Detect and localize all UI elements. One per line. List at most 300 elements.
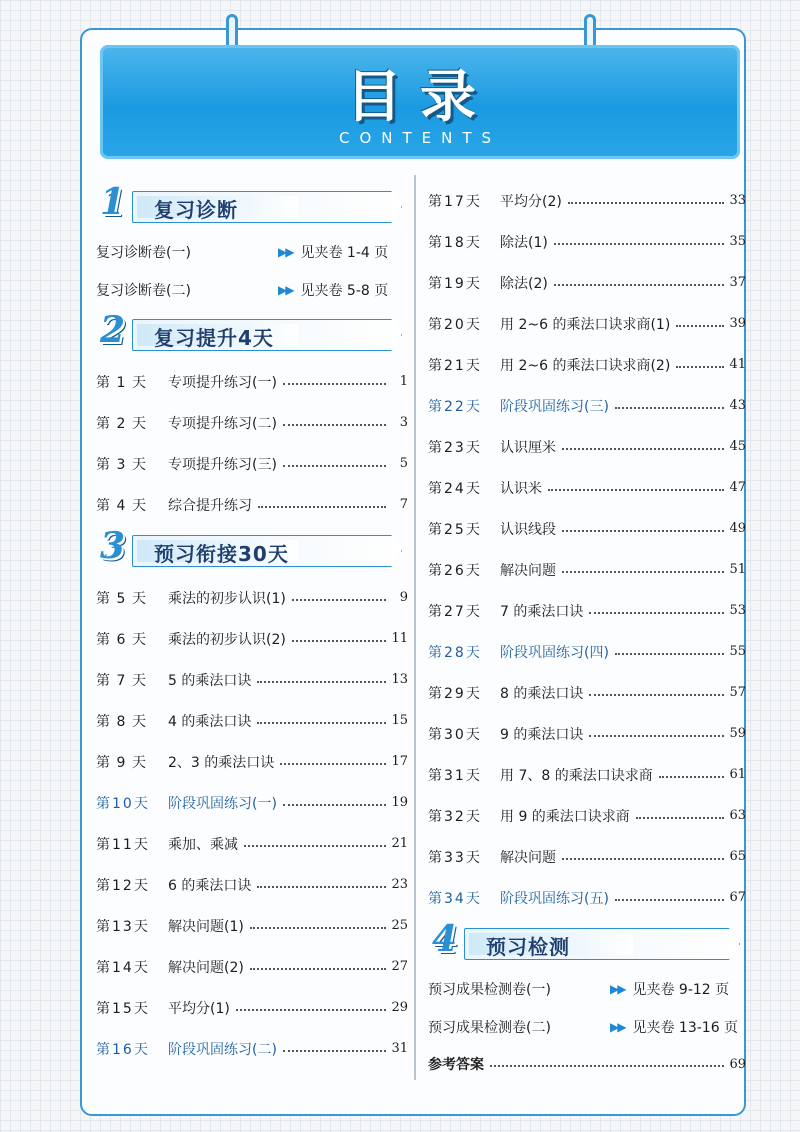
day-suffix: 天 xyxy=(465,521,482,538)
right-column xyxy=(428,180,746,1082)
day-number: 19 xyxy=(444,275,466,292)
day-prefix: 第 xyxy=(96,415,112,432)
entry-title: 解决问题(1) xyxy=(168,918,244,935)
day-prefix: 第 xyxy=(96,1041,112,1058)
toc-entry[interactable] xyxy=(428,344,746,385)
day-label xyxy=(428,478,500,498)
day-number: 5 xyxy=(116,590,128,607)
page-number: 19 xyxy=(391,795,408,810)
day-suffix: 天 xyxy=(465,316,482,333)
day-prefix: 第 xyxy=(428,193,444,210)
day-suffix: 天 xyxy=(132,415,148,432)
day-label xyxy=(96,875,168,895)
leader-dots xyxy=(589,694,724,696)
toc-entry[interactable] xyxy=(96,700,408,741)
day-label xyxy=(96,711,168,731)
day-label xyxy=(428,232,500,252)
toc-entry[interactable] xyxy=(428,221,746,262)
day-label xyxy=(96,998,168,1018)
toc-entry[interactable] xyxy=(428,426,746,467)
entry-title: 用 2~6 的乘法口诀求商(1) xyxy=(500,316,671,333)
page-number: 59 xyxy=(729,726,746,741)
day-number: 25 xyxy=(444,521,466,538)
entry-title: 8 的乘法口诀 xyxy=(500,685,584,702)
day-number: 10 xyxy=(112,795,134,812)
day-prefix: 第 xyxy=(96,672,112,689)
day-number: 1 xyxy=(116,374,128,391)
double-chevron-icon: ▶▶ xyxy=(610,982,625,996)
section-label: 预习检测 xyxy=(486,935,570,959)
ref-title: 预习成果检测卷(二) xyxy=(428,1020,551,1036)
leader-dots xyxy=(283,424,386,426)
day-number: 32 xyxy=(444,808,466,825)
entry-title: 5 的乘法口诀 xyxy=(168,672,252,689)
toc-entry[interactable] xyxy=(96,864,408,905)
toc-entry[interactable] xyxy=(428,467,746,508)
toc-entry[interactable] xyxy=(96,361,408,402)
ref-pages: 见夹卷 1-4 页 xyxy=(300,245,389,261)
page-number: 61 xyxy=(729,767,746,782)
day-label xyxy=(428,642,500,662)
leader-dots xyxy=(615,653,724,655)
day-suffix: 天 xyxy=(132,631,148,648)
day-label xyxy=(96,454,168,474)
day-suffix: 天 xyxy=(132,497,148,514)
toc-entry[interactable] xyxy=(428,508,746,549)
toc-entry[interactable] xyxy=(96,782,408,823)
leader-dots xyxy=(292,640,386,642)
page-number: 51 xyxy=(729,562,746,577)
day-suffix: 天 xyxy=(465,603,482,620)
entry-title: 用 7、8 的乘法口诀求商 xyxy=(500,767,653,784)
page-number: 33 xyxy=(729,193,746,208)
day-number: 23 xyxy=(444,439,466,456)
page-number: 47 xyxy=(729,480,746,495)
day-suffix: 天 xyxy=(465,275,482,292)
ref-pages: 见夹卷 9-12 页 xyxy=(632,982,730,998)
section-label: 预习衔接30天 xyxy=(154,542,289,566)
day-number: 17 xyxy=(444,193,466,210)
day-number: 13 xyxy=(112,918,134,935)
day-label xyxy=(96,834,168,854)
ref-row[interactable] xyxy=(428,970,746,1008)
day-number: 15 xyxy=(112,1000,134,1017)
entry-title: 4 的乘法口诀 xyxy=(168,713,252,730)
leader-dots xyxy=(236,1009,386,1011)
page-number: 45 xyxy=(729,439,746,454)
section-label: 复习诊断 xyxy=(154,198,238,222)
entry-title: 用 2~6 的乘法口诀求商(2) xyxy=(500,357,671,374)
answers-title: 参考答案 xyxy=(428,1057,484,1073)
entry-title: 专项提升练习(二) xyxy=(168,415,277,432)
day-suffix: 天 xyxy=(133,959,150,976)
day-prefix: 第 xyxy=(428,890,444,907)
leader-dots xyxy=(615,899,724,901)
contents-header xyxy=(100,45,740,159)
day-label xyxy=(96,413,168,433)
entry-title: 阶段巩固练习(四) xyxy=(500,644,609,661)
entry-title: 乘加、乘减 xyxy=(168,836,238,853)
day-number: 28 xyxy=(444,644,466,661)
page-number: 23 xyxy=(391,877,408,892)
page-number: 39 xyxy=(729,316,746,331)
section-label: 复习提升4天 xyxy=(154,326,274,350)
page-number: 43 xyxy=(729,398,746,413)
day-suffix: 天 xyxy=(132,590,148,607)
section-banner-1 xyxy=(96,181,408,225)
leader-dots xyxy=(589,735,724,737)
day-number: 22 xyxy=(444,398,466,415)
section-number: 1 xyxy=(100,181,126,223)
day-suffix: 天 xyxy=(465,480,482,497)
column-divider xyxy=(414,175,416,1080)
entry-title: 2、3 的乘法口诀 xyxy=(168,754,275,771)
page-number: 29 xyxy=(391,1000,408,1015)
toc-entry[interactable] xyxy=(428,672,746,713)
day-suffix: 天 xyxy=(133,795,150,812)
page-number: 41 xyxy=(729,357,746,372)
leader-dots xyxy=(562,571,724,573)
day-suffix: 天 xyxy=(465,439,482,456)
day-prefix: 第 xyxy=(96,795,112,812)
toc-entry[interactable] xyxy=(96,402,408,443)
entry-title: 平均分(1) xyxy=(168,1000,230,1017)
entry-title: 专项提升练习(一) xyxy=(168,374,277,391)
day-prefix: 第 xyxy=(96,918,112,935)
ref-row[interactable] xyxy=(96,233,408,271)
day-number: 14 xyxy=(112,959,134,976)
leader-dots xyxy=(283,1050,386,1052)
day-prefix: 第 xyxy=(428,357,444,374)
leader-dots xyxy=(257,886,386,888)
day-label xyxy=(96,588,168,608)
page-title: 目录 xyxy=(346,65,494,130)
leader-dots xyxy=(568,202,724,204)
day-suffix: 天 xyxy=(465,193,482,210)
section-number: 2 xyxy=(100,309,126,351)
section-number: 4 xyxy=(432,918,458,960)
day-prefix: 第 xyxy=(96,456,112,473)
day-suffix: 天 xyxy=(465,685,482,702)
entry-title: 除法(1) xyxy=(500,234,548,251)
day-suffix: 天 xyxy=(465,562,482,579)
day-number: 8 xyxy=(116,713,128,730)
day-suffix: 天 xyxy=(465,890,482,907)
page-number: 69 xyxy=(729,1056,746,1072)
day-label xyxy=(428,683,500,703)
day-label xyxy=(428,519,500,539)
day-suffix: 天 xyxy=(133,877,150,894)
day-prefix: 第 xyxy=(428,685,444,702)
leader-dots xyxy=(554,284,724,286)
leader-dots xyxy=(292,599,386,601)
ref-pages: 见夹卷 13-16 页 xyxy=(632,1020,739,1036)
page-number: 5 xyxy=(399,456,408,471)
day-suffix: 天 xyxy=(465,357,482,374)
day-suffix: 天 xyxy=(132,713,148,730)
toc-entry[interactable] xyxy=(96,577,408,618)
ref-title: 复习诊断卷(一) xyxy=(96,245,191,261)
toc-entry[interactable] xyxy=(428,754,746,795)
leader-dots xyxy=(636,817,724,819)
day-prefix: 第 xyxy=(428,439,444,456)
toc-entry[interactable] xyxy=(428,180,746,221)
day-number: 26 xyxy=(444,562,466,579)
day-label xyxy=(428,314,500,334)
day-label xyxy=(428,765,500,785)
day-label xyxy=(428,560,500,580)
day-label xyxy=(96,957,168,977)
leader-dots xyxy=(257,722,386,724)
entry-title: 阶段巩固练习(二) xyxy=(168,1041,277,1058)
day-suffix: 天 xyxy=(133,836,150,853)
day-prefix: 第 xyxy=(428,275,444,292)
toc-entry[interactable] xyxy=(96,659,408,700)
leader-dots xyxy=(283,804,386,806)
left-column xyxy=(96,181,408,1069)
leader-dots xyxy=(562,530,724,532)
entry-title: 阶段巩固练习(三) xyxy=(500,398,609,415)
page-subtitle: CONTENTS xyxy=(338,129,502,147)
day-suffix: 天 xyxy=(132,754,148,771)
page-number: 21 xyxy=(391,836,408,851)
ref-row[interactable] xyxy=(428,1008,746,1046)
leader-dots xyxy=(250,968,386,970)
toc-entry[interactable] xyxy=(96,946,408,987)
double-chevron-icon: ▶▶ xyxy=(278,245,293,259)
entry-title: 专项提升练习(三) xyxy=(168,456,277,473)
page-number: 49 xyxy=(729,521,746,536)
day-label xyxy=(428,847,500,867)
ref-title: 复习诊断卷(二) xyxy=(96,283,191,299)
entry-title: 解决问题(2) xyxy=(168,959,244,976)
page-number: 7 xyxy=(399,497,408,512)
day-number: 21 xyxy=(444,357,466,374)
day-prefix: 第 xyxy=(96,631,112,648)
toc-entry[interactable] xyxy=(96,741,408,782)
day-number: 31 xyxy=(444,767,466,784)
day-label xyxy=(96,629,168,649)
day-prefix: 第 xyxy=(428,398,444,415)
toc-entry[interactable] xyxy=(96,987,408,1028)
section-banner-4 xyxy=(428,918,746,962)
day-label xyxy=(428,191,500,211)
leader-dots xyxy=(554,243,724,245)
day-prefix: 第 xyxy=(428,316,444,333)
entry-title: 解决问题 xyxy=(500,562,556,579)
ref-title: 预习成果检测卷(一) xyxy=(428,982,551,998)
page-number: 27 xyxy=(391,959,408,974)
entry-title: 7 的乘法口诀 xyxy=(500,603,584,620)
entry-title: 综合提升练习 xyxy=(168,497,252,514)
toc-entry[interactable] xyxy=(96,905,408,946)
answers-row[interactable] xyxy=(428,1046,746,1082)
toc-entry[interactable] xyxy=(428,262,746,303)
day-prefix: 第 xyxy=(96,877,112,894)
day-prefix: 第 xyxy=(96,754,112,771)
day-number: 30 xyxy=(444,726,466,743)
page-number: 3 xyxy=(399,415,408,430)
day-number: 34 xyxy=(444,890,466,907)
entry-title: 9 的乘法口诀 xyxy=(500,726,584,743)
page-number: 37 xyxy=(729,275,746,290)
page-number: 55 xyxy=(729,644,746,659)
day-number: 29 xyxy=(444,685,466,702)
day-suffix: 天 xyxy=(465,808,482,825)
entry-title: 阶段巩固练习(五) xyxy=(500,890,609,907)
toc-entry[interactable] xyxy=(428,795,746,836)
toc-entry[interactable] xyxy=(96,823,408,864)
day-label xyxy=(96,1039,168,1059)
double-chevron-icon: ▶▶ xyxy=(278,283,293,297)
leader-dots xyxy=(244,845,386,847)
page-number: 25 xyxy=(391,918,408,933)
day-suffix: 天 xyxy=(132,672,148,689)
toc-entry[interactable] xyxy=(96,484,408,525)
entry-title: 认识厘米 xyxy=(500,439,556,456)
leader-dots xyxy=(257,681,386,683)
leader-dots xyxy=(280,763,386,765)
day-suffix: 天 xyxy=(132,374,148,391)
day-prefix: 第 xyxy=(96,590,112,607)
leader-dots xyxy=(659,776,724,778)
day-suffix: 天 xyxy=(465,398,482,415)
day-prefix: 第 xyxy=(96,713,112,730)
day-number: 4 xyxy=(116,497,128,514)
section-banner-3 xyxy=(96,525,408,569)
day-label xyxy=(96,793,168,813)
day-prefix: 第 xyxy=(428,726,444,743)
day-label xyxy=(428,437,500,457)
toc-entry[interactable] xyxy=(428,385,746,426)
day-prefix: 第 xyxy=(428,521,444,538)
day-label xyxy=(428,355,500,375)
day-prefix: 第 xyxy=(96,1000,112,1017)
day-prefix: 第 xyxy=(96,497,112,514)
page-number: 11 xyxy=(391,631,408,646)
toc-entry[interactable] xyxy=(428,303,746,344)
page-number: 17 xyxy=(391,754,408,769)
entry-title: 平均分(2) xyxy=(500,193,562,210)
entry-title: 除法(2) xyxy=(500,275,548,292)
day-prefix: 第 xyxy=(428,767,444,784)
page-number: 1 xyxy=(399,374,408,389)
entry-title: 乘法的初步认识(2) xyxy=(168,631,286,648)
day-number: 12 xyxy=(112,877,134,894)
day-suffix: 天 xyxy=(465,234,482,251)
toc-entry[interactable] xyxy=(96,1028,408,1069)
day-number: 24 xyxy=(444,480,466,497)
leader-dots xyxy=(250,927,386,929)
page-number: 15 xyxy=(391,713,408,728)
day-suffix: 天 xyxy=(133,1041,150,1058)
day-suffix: 天 xyxy=(465,849,482,866)
page-number: 13 xyxy=(391,672,408,687)
leader-dots xyxy=(676,325,724,327)
leader-dots xyxy=(562,858,724,860)
leader-dots xyxy=(283,383,386,385)
entry-title: 解决问题 xyxy=(500,849,556,866)
day-prefix: 第 xyxy=(428,562,444,579)
toc-entry[interactable] xyxy=(428,631,746,672)
section-number: 3 xyxy=(100,525,126,567)
day-prefix: 第 xyxy=(428,808,444,825)
day-label xyxy=(428,601,500,621)
page-number: 65 xyxy=(729,849,746,864)
toc-entry[interactable] xyxy=(428,713,746,754)
page-number: 31 xyxy=(391,1041,408,1056)
leader-dots xyxy=(258,506,386,508)
leader-dots xyxy=(283,465,386,467)
day-suffix: 天 xyxy=(465,767,482,784)
day-label xyxy=(428,273,500,293)
day-suffix: 天 xyxy=(132,456,148,473)
day-prefix: 第 xyxy=(96,836,112,853)
day-label xyxy=(96,916,168,936)
toc-entry[interactable] xyxy=(96,618,408,659)
toc-entry[interactable] xyxy=(428,590,746,631)
ref-pages: 见夹卷 5-8 页 xyxy=(300,283,389,299)
leader-dots xyxy=(676,366,724,368)
day-prefix: 第 xyxy=(428,644,444,661)
entry-title: 认识线段 xyxy=(500,521,556,538)
entry-title: 用 9 的乘法口诀求商 xyxy=(500,808,630,825)
day-suffix: 天 xyxy=(133,918,150,935)
page-number: 9 xyxy=(399,590,408,605)
toc-entry[interactable] xyxy=(96,443,408,484)
day-label xyxy=(96,752,168,772)
day-label xyxy=(428,396,500,416)
page-number: 67 xyxy=(729,890,746,905)
leader-dots xyxy=(490,1065,724,1067)
day-prefix: 第 xyxy=(428,234,444,251)
page-number: 57 xyxy=(729,685,746,700)
day-number: 20 xyxy=(444,316,466,333)
day-number: 9 xyxy=(116,754,128,771)
day-suffix: 天 xyxy=(133,1000,150,1017)
day-label xyxy=(96,670,168,690)
toc-entry[interactable] xyxy=(428,877,746,918)
entry-title: 阶段巩固练习(一) xyxy=(168,795,277,812)
ref-row[interactable] xyxy=(96,271,408,309)
entry-title: 6 的乘法口诀 xyxy=(168,877,252,894)
day-prefix: 第 xyxy=(428,480,444,497)
day-prefix: 第 xyxy=(96,959,112,976)
day-label xyxy=(428,724,500,744)
day-number: 3 xyxy=(116,456,128,473)
toc-entry[interactable] xyxy=(428,549,746,590)
leader-dots xyxy=(548,489,724,491)
day-label xyxy=(428,806,500,826)
entry-title: 认识米 xyxy=(500,480,542,497)
day-prefix: 第 xyxy=(96,374,112,391)
toc-entry[interactable] xyxy=(428,836,746,877)
day-number: 7 xyxy=(116,672,128,689)
section-banner-2 xyxy=(96,309,408,353)
day-number: 27 xyxy=(444,603,466,620)
leader-dots xyxy=(615,407,724,409)
day-number: 11 xyxy=(112,836,134,853)
day-number: 33 xyxy=(444,849,466,866)
day-label xyxy=(96,372,168,392)
day-number: 6 xyxy=(116,631,128,648)
day-label xyxy=(96,495,168,515)
page-number: 35 xyxy=(729,234,746,249)
page-number: 63 xyxy=(729,808,746,823)
leader-dots xyxy=(589,612,724,614)
day-suffix: 天 xyxy=(465,726,482,743)
page-number: 53 xyxy=(729,603,746,618)
